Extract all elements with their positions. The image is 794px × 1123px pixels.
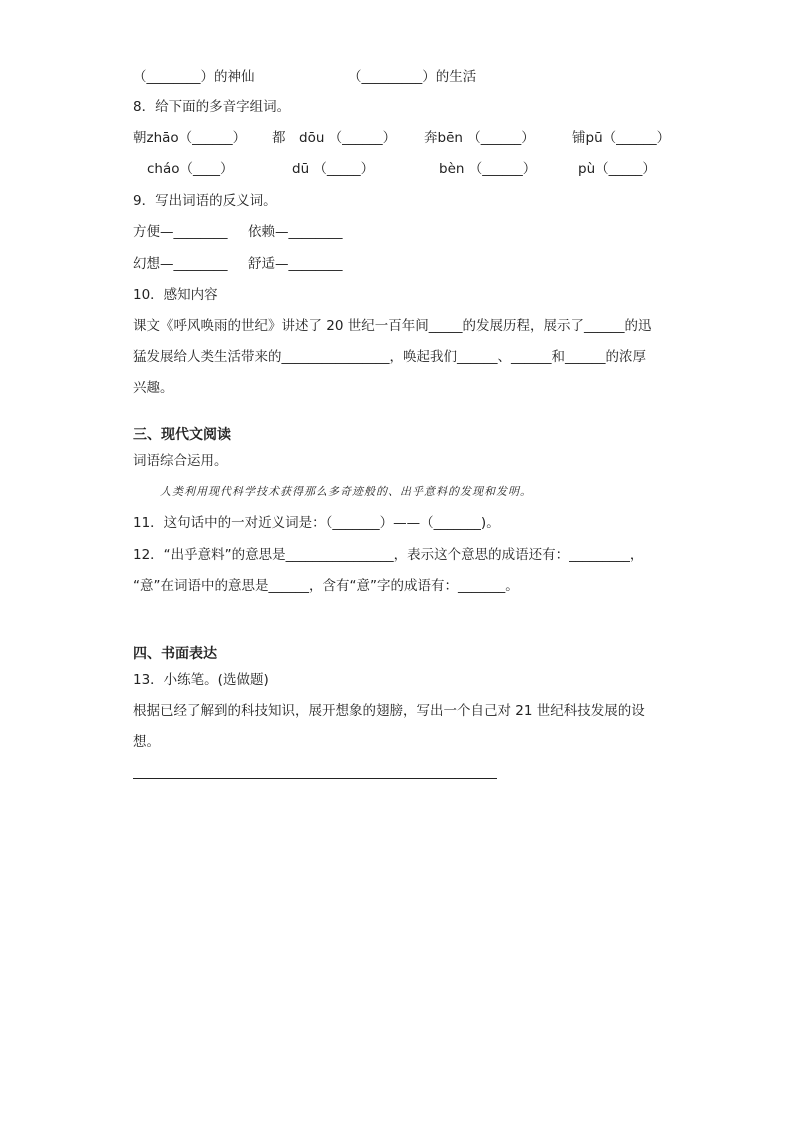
q8-item-dou: 都 dōu （______）	[272, 130, 397, 146]
q9-antonym-4: 舒适—________	[248, 256, 343, 272]
q10-line-1: 课文《呼风唤雨的世纪》讲述了 20 世纪一百年间_____的发展历程，展示了______的迅	[133, 318, 652, 334]
q8-item-pu1: 铺pū（______）	[572, 130, 671, 146]
q13-prompt: 13．小练笔。(选做题)	[133, 672, 269, 688]
q8-item-ben4: bèn （______）	[439, 161, 537, 177]
q10-prompt: 10．感知内容	[133, 287, 218, 303]
section-3-heading: 三、现代文阅读	[133, 427, 231, 443]
q12-line-2: “意”在词语中的意思是______，含有“意”字的成语有：_______。	[133, 578, 519, 594]
q10-line-3: 兴趣。	[133, 380, 174, 396]
q7-blank-left: （________）的神仙	[133, 69, 255, 85]
q13-line-2: 想。	[133, 734, 160, 750]
q11-text: 11．这句话中的一对近义词是：（_______）——（_______)。	[133, 515, 500, 531]
q7-blank-right: （_________）的生活	[348, 69, 477, 85]
q12-line-1: 12．“出乎意料”的意思是________________，表示这个意思的成语还有：_________，	[133, 547, 644, 563]
q8-item-du: dū （_____）	[292, 161, 375, 177]
section-3-quote: 人类利用现代科学技术获得那么多奇迹般的、出乎意料的发现和发明。	[160, 485, 532, 498]
q8-item-zhao: 朝zhāo（______）	[133, 130, 247, 146]
section-3-intro: 词语综合运用。	[133, 453, 228, 469]
q9-antonym-2: 依赖—________	[248, 224, 343, 240]
q8-item-chao: cháo（____）	[147, 161, 234, 177]
q8-item-ben1: 奔bēn （______）	[424, 130, 535, 146]
q10-line-2: 猛发展给人类生活带来的________________，唤起我们______、______和______的浓厚	[133, 349, 646, 365]
q9-prompt: 9．写出词语的反义词。	[133, 193, 277, 209]
q9-antonym-3: 幻想—________	[133, 256, 228, 272]
q9-antonym-1: 方便—________	[133, 224, 228, 240]
answer-line	[133, 778, 497, 779]
q8-prompt: 8．给下面的多音字组词。	[133, 99, 291, 115]
q13-line-1: 根据已经了解到的科技知识，展开想象的翅膀，写出一个自己对 21 世纪科技发展的设	[133, 703, 645, 719]
section-4-heading: 四、书面表达	[133, 646, 217, 662]
q8-item-pu4: pù（_____）	[578, 161, 656, 177]
